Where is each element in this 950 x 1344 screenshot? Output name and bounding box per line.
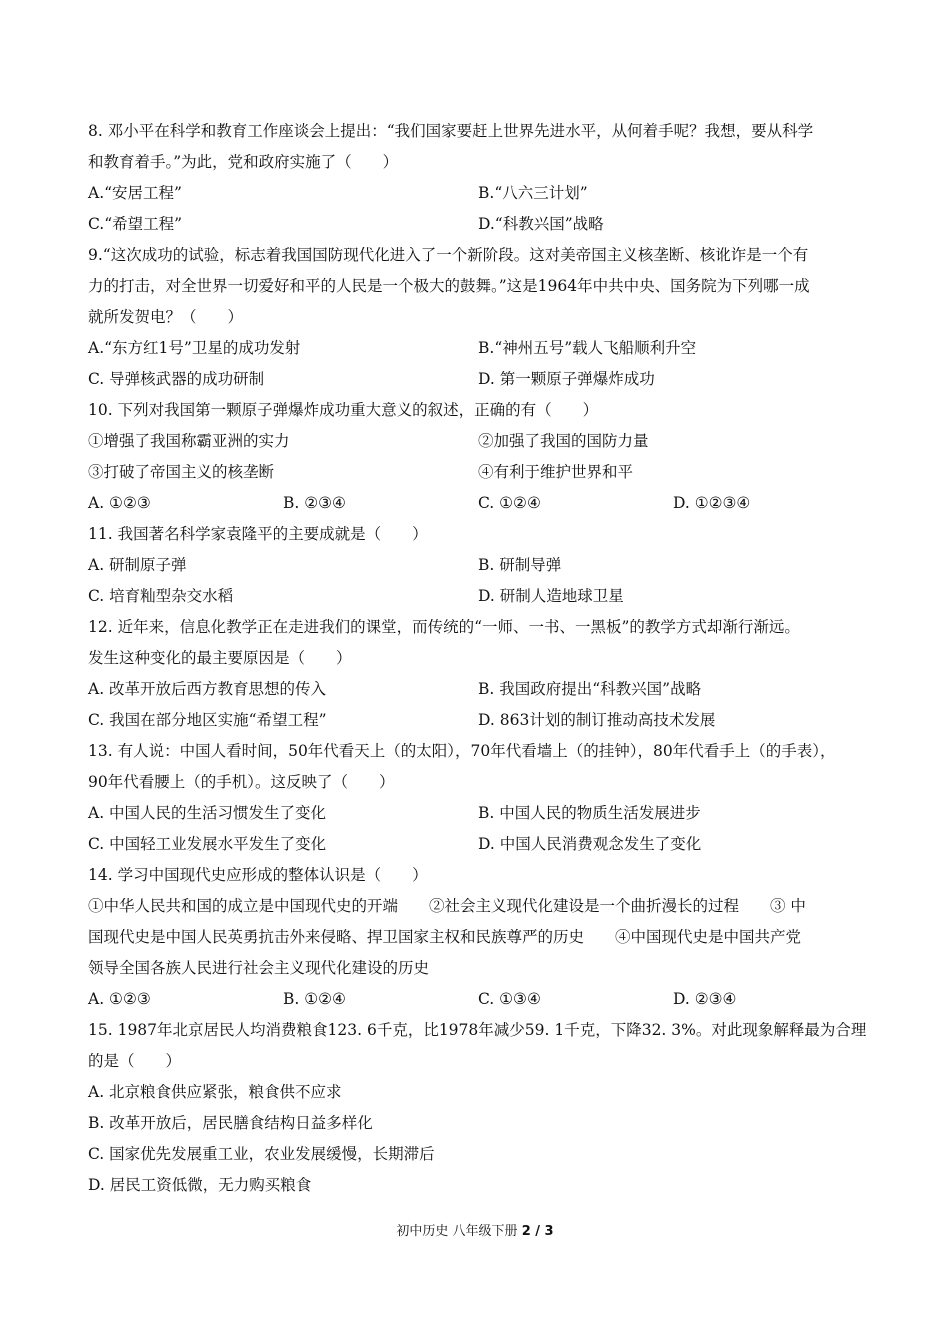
question-text: 9.“这次成功的试验，标志着我国国防现代化进入了一个新阶段。这对美帝国主义核垄断、核讹诈是一个有: [88, 246, 809, 264]
option-d: D. ②③④: [673, 990, 737, 1008]
option-d: D. 中国人民消费观念发生了变化: [478, 835, 702, 853]
page-number: 2 / 3: [521, 1224, 554, 1239]
question-text: 13. 有人说：中国人看时间，50年代看天上（的太阳），70年代看墙上（的挂钟），80年代看手上（的手表），: [88, 742, 836, 760]
option-b: B. 我国政府提出“科教兴国”战略: [478, 680, 702, 698]
question-text: 发生这种变化的最主要原因是（ ）: [88, 649, 352, 667]
question-text: 就所发贺电？（ ）: [88, 308, 244, 326]
option-b: B.“八六三计划”: [478, 184, 588, 202]
option-a: A. 研制原子弹: [88, 556, 187, 574]
option-b: B. ①②④: [283, 990, 346, 1008]
option-a: A. 改革开放后西方教育思想的传入: [88, 680, 327, 698]
option-b: B.“神州五号”载人飞船顺利升空: [478, 339, 697, 357]
option-a: A.“东方红1号”卫星的成功发射: [88, 339, 301, 357]
option-d: D. 研制人造地球卫星: [478, 587, 624, 605]
option-d: D. 863计划的制订推动高技术发展: [478, 711, 716, 729]
question-text: 11. 我国著名科学家袁隆平的主要成就是（ ）: [88, 525, 428, 543]
option-d: D.“科教兴国”战略: [478, 215, 604, 233]
question-text: 领导全国各族人民进行社会主义现代化建设的历史: [88, 959, 430, 977]
question-text: 10. 下列对我国第一颗原子弹爆炸成功重大意义的叙述，正确的有（ ）: [88, 401, 599, 419]
page-footer: [0, 1222, 950, 1242]
question-11: [88, 519, 868, 612]
statement-3: ③打破了帝国主义的核垄断: [88, 463, 275, 481]
question-8: [88, 116, 868, 240]
question-13: [88, 736, 868, 860]
option-a: A. 中国人民的生活习惯发生了变化: [88, 804, 327, 822]
option-d: D. 第一颗原子弹爆炸成功: [478, 370, 655, 388]
question-14: [88, 860, 868, 1015]
question-text: ①中华人民共和国的成立是中国现代史的开端 ②社会主义现代化建设是一个曲折漫长的过程 ③ 中: [88, 897, 806, 915]
question-text: 8. 邓小平在科学和教育工作座谈会上提出：“我们国家要赶上世界先进水平，从何着手呢？我想，要从科学: [88, 122, 814, 140]
option-b: B. ②③④: [283, 494, 346, 512]
question-text: 15. 1987年北京居民人均消费粮食123. 6千克，比1978年减少59. 1千克，下降32. 3%。对此现象解释最为合理: [88, 1021, 867, 1039]
option-a: A. ①②③: [88, 494, 151, 512]
question-text: 12. 近年来，信息化教学正在走进我们的课堂，而传统的“一师、一书、一黑板”的教学方式却渐行渐远。: [88, 618, 800, 636]
option-d: D. ①②③④: [673, 494, 751, 512]
option-c: C. 导弹核武器的成功研制: [88, 370, 265, 388]
question-text: 90年代看腰上（的手机）。这反映了（ ）: [88, 773, 395, 791]
option-b: B. 研制导弹: [478, 556, 562, 574]
option-c: C.“希望工程”: [88, 215, 183, 233]
option-c: C. 我国在部分地区实施“希望工程”: [88, 711, 327, 729]
option-a: A. ①②③: [88, 990, 151, 1008]
question-text: 的是（ ）: [88, 1052, 182, 1070]
option-b: B. 改革开放后，居民膳食结构日益多样化: [88, 1114, 373, 1132]
option-a: A. 北京粮食供应紧张，粮食供不应求: [88, 1083, 342, 1101]
option-c: C. ①③④: [478, 990, 541, 1008]
option-c: C. ①②④: [478, 494, 541, 512]
question-text: 国现代史是中国人民英勇抗击外来侵略、捍卫国家主权和民族尊严的历史 ④中国现代史是中国共产党: [88, 928, 802, 946]
statement-1: ①增强了我国称霸亚洲的实力: [88, 432, 290, 450]
footer-subject: 初中历史 八年级下册: [396, 1224, 522, 1239]
question-9: [88, 240, 868, 395]
option-c: C. 国家优先发展重工业，农业发展缓慢，长期滞后: [88, 1145, 435, 1163]
option-c: C. 培育籼型杂交水稻: [88, 587, 234, 605]
question-12: [88, 612, 868, 736]
option-a: A.“安居工程”: [88, 184, 182, 202]
option-c: C. 中国轻工业发展水平发生了变化: [88, 835, 327, 853]
statement-4: ④有利于维护世界和平: [478, 463, 634, 481]
option-d: D. 居民工资低微，无力购买粮食: [88, 1176, 312, 1194]
question-10: [88, 395, 868, 519]
question-text: 14. 学习中国现代史应形成的整体认识是（ ）: [88, 866, 428, 884]
statement-2: ②加强了我国的国防力量: [478, 432, 649, 450]
question-15: [88, 1015, 868, 1201]
option-b: B. 中国人民的物质生活发展进步: [478, 804, 701, 822]
exam-page: [88, 116, 868, 1201]
question-text: 力的打击，对全世界一切爱好和平的人民是一个极大的鼓舞。”这是1964年中共中央、国务院为下列哪一成: [88, 277, 810, 295]
question-text: 和教育着手。”为此，党和政府实施了（ ）: [88, 153, 399, 171]
